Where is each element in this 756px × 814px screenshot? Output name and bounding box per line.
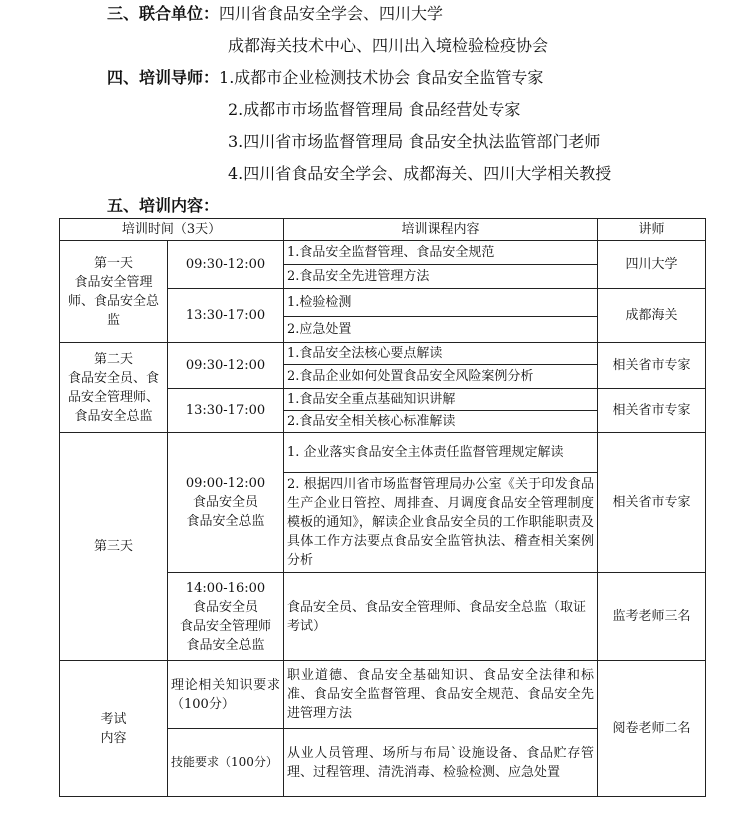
day2-pm-course-2: 2.食品安全相关核心标准解读 <box>284 411 598 433</box>
day1-pm-course-1: 1.检验检测 <box>284 289 598 317</box>
day3-pm-course: 食品安全员、食品安全管理师、食品安全总监（取证考试） <box>284 573 598 661</box>
day1-pm-course-2: 2.应急处置 <box>284 317 598 343</box>
day1-am-time: 09:30-12:00 <box>168 241 284 289</box>
section-4 <box>107 67 543 89</box>
day2-label: 第二天 食品安全员、食品安全管理师、食品安全总监 <box>60 343 168 433</box>
header-course: 培训课程内容 <box>284 219 598 241</box>
day2-pm-lecturer: 相关省市专家 <box>598 389 706 433</box>
section-3 <box>107 3 443 25</box>
section-4-label: 四、培训导师： <box>107 68 220 87</box>
exam-theory-content: 职业道德、食品安全基础知识、食品安全法律和标准、食品安全监督管理、食品安全规范、食品安全先进管理方法 <box>284 661 598 729</box>
table-header-row <box>60 219 706 241</box>
section-4-item-1: 1.成都市企业检测技术协会 食品安全监管专家 <box>219 68 544 87</box>
day2-am-course-1: 1.食品安全法核心要点解读 <box>284 343 598 365</box>
table-row <box>60 241 706 265</box>
section-4-item-2: 2.成都市市场监督管理局 食品经营处专家 <box>228 100 521 119</box>
section-4-item-3: 3.四川省市场监督管理局 食品安全执法监管部门老师 <box>228 132 601 151</box>
day1-pm-time: 13:30-17:00 <box>168 289 284 343</box>
day2-pm-time: 13:30-17:00 <box>168 389 284 433</box>
table-row <box>60 661 706 729</box>
section-5 <box>107 195 219 217</box>
exam-label: 考试 内容 <box>60 661 168 797</box>
day2-am-lecturer: 相关省市专家 <box>598 343 706 389</box>
day1-am-course-2: 2.食品安全先进管理方法 <box>284 265 598 289</box>
section-3-line2: 成都海关技术中心、四川出入境检验检疫协会 <box>228 36 549 55</box>
day3-am-time: 09:00-12:00 食品安全员 食品安全总监 <box>168 433 284 573</box>
day3-label: 第三天 <box>60 433 168 661</box>
day2-am-time: 09:30-12:00 <box>168 343 284 389</box>
day1-am-course-1: 1.食品安全监督管理、食品安全规范 <box>284 241 598 265</box>
day3-am-course-1: 1. 企业落实食品安全主体责任监督管理规定解读 <box>284 433 598 473</box>
training-table <box>59 218 706 797</box>
day3-pm-lecturer: 监考老师三名 <box>598 573 706 661</box>
day1-label: 第一天 食品安全管理师、食品安全总监 <box>60 241 168 343</box>
section-3-line1: 四川省食品安全学会、四川大学 <box>219 4 444 23</box>
section-3-label: 三、联合单位： <box>107 4 220 23</box>
section-5-label: 五、培训内容： <box>107 196 220 215</box>
day3-am-lecturer: 相关省市专家 <box>598 433 706 573</box>
header-lecturer: 讲师 <box>598 219 706 241</box>
exam-lecturer: 阅卷老师二名 <box>598 661 706 797</box>
day3-am-course-2: 2. 根据四川省市场监督管理局办公室《关于印发食品生产企业日管控、周排查、月调度食品安全管理制度模板的通知》，解读企业食品安全员的工作职能职责及具体工作方法要点食品安全监管执法、稽查相关案例分析 <box>284 473 598 573</box>
day1-am-lecturer: 四川大学 <box>598 241 706 289</box>
table-row <box>60 343 706 365</box>
exam-skill-label: 技能要求（100分） <box>168 729 284 797</box>
section-4-item-4: 4.四川省食品安全学会、成都海关、四川大学相关教授 <box>228 164 612 183</box>
day1-pm-lecturer: 成都海关 <box>598 289 706 343</box>
table-row <box>60 433 706 473</box>
header-time: 培训时间（3天） <box>60 219 284 241</box>
day3-pm-time: 14:00-16:00 食品安全员 食品安全管理师 食品安全总监 <box>168 573 284 661</box>
day2-pm-course-1: 1.食品安全重点基础知识讲解 <box>284 389 598 411</box>
exam-skill-content: 从业人员管理、场所与布局`设施设备、食品贮存管理、过程管理、清洗消毒、检验检测、应急处置 <box>284 729 598 797</box>
day2-am-course-2: 2.食品企业如何处置食品安全风险案例分析 <box>284 365 598 389</box>
exam-theory-label: 理论相关知识要求（100分） <box>168 661 284 729</box>
